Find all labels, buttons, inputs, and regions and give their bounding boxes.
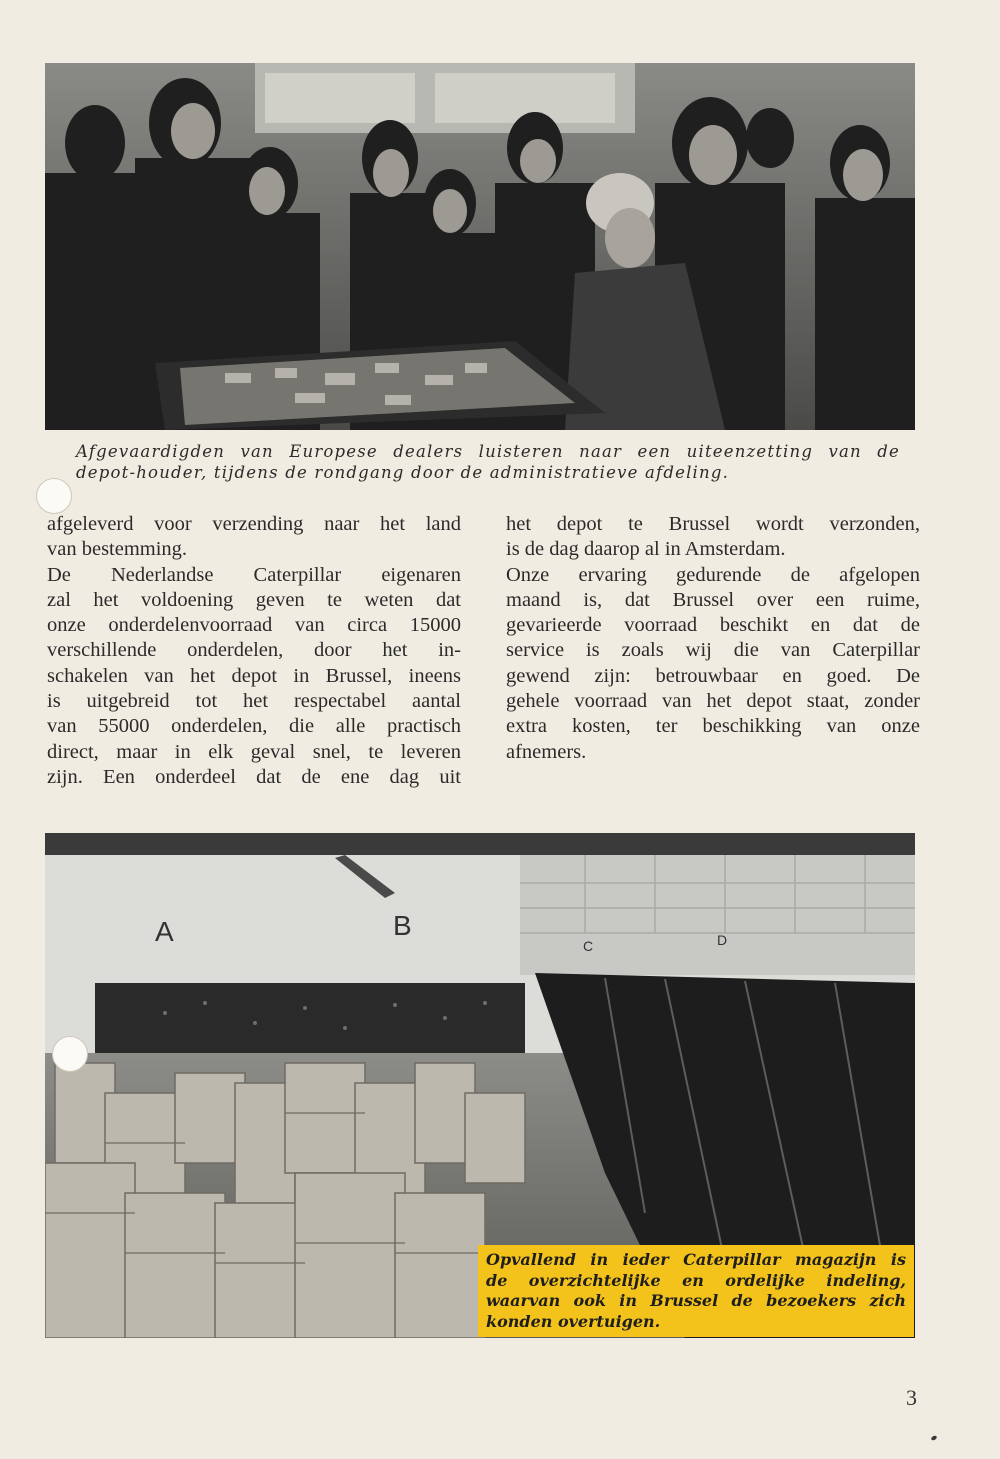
photo-dealers-meeting: [45, 63, 915, 430]
body-line: onze onderdelenvoorraad van circa 15000: [47, 614, 461, 637]
body-column-left: [47, 512, 461, 790]
body-line: afnemers.: [506, 740, 587, 763]
body-line: van bestemming.: [47, 538, 188, 561]
caption-top-line-2: depot-houder, tijdens de rondgang door de administratieve afdeling.: [76, 463, 730, 482]
photo-caption-top: [76, 441, 900, 483]
caption-bottom-line: Opvallend in ieder Caterpillar magazijn is: [486, 1250, 906, 1269]
body-line: maand is, dat Brussel over een ruime,: [506, 588, 920, 611]
body-column-right: [506, 512, 920, 765]
body-line: zijn. Een onderdeel dat de ene dag uit: [47, 765, 461, 788]
aisle-sign-a: A: [155, 916, 174, 947]
body-line: is de dag daarop al in Amsterdam.: [506, 538, 786, 561]
body-line: is uitgebreid tot het respectabel aantal: [47, 690, 461, 713]
caption-top-line-1: Afgevaardigden van Europese dealers luisteren naar een uiteenzetting van de: [76, 442, 900, 461]
body-line: gewend zijn: betrouwbaar en goed. De: [506, 664, 920, 687]
caption-bottom-line: konden overtuigen.: [486, 1311, 661, 1331]
body-line: direct, maar in elk geval snel, te leveren: [47, 740, 461, 763]
aisle-sign-d: D: [717, 932, 728, 948]
body-line: gevarieerde voorraad beschikt en dat de: [506, 614, 920, 637]
body-line: service is zoals wij die van Caterpillar: [506, 639, 920, 662]
body-line: gehele voorraad van het depot staat, zonder: [506, 690, 920, 713]
aisle-sign-c: C: [583, 938, 594, 954]
body-line: het depot te Brussel wordt verzonden,: [506, 513, 920, 535]
body-line: schakelen van het depot in Brussel, ineens: [47, 664, 461, 687]
body-line: afgeleverd voor verzending naar het land: [47, 513, 461, 535]
body-line: Onze ervaring gedurende de afgelopen: [506, 563, 920, 586]
body-line: verschillende onderdelen, door het in-: [47, 639, 461, 662]
aisle-sign-b: B: [393, 910, 412, 941]
body-line: extra kosten, ter beschikking van onze: [506, 715, 920, 738]
body-line: De Nederlandse Caterpillar eigenaren: [47, 563, 461, 586]
page-number: 3: [906, 1385, 917, 1410]
ink-smudge: [930, 1435, 937, 1441]
punch-hole: [36, 478, 72, 514]
punch-hole: [52, 1036, 88, 1072]
body-line: zal het voldoening geven te weten dat: [47, 588, 461, 611]
caption-bottom-line: de overzichtelijke en ordelijke indeling,: [486, 1270, 906, 1290]
photo-dealers-illustration: [45, 63, 915, 430]
photo-caption-bottom: [478, 1245, 914, 1337]
body-line: van 55000 onderdelen, die alle practisch: [47, 715, 461, 738]
caption-bottom-line: waarvan ook in Brussel de bezoekers zich: [486, 1291, 906, 1310]
